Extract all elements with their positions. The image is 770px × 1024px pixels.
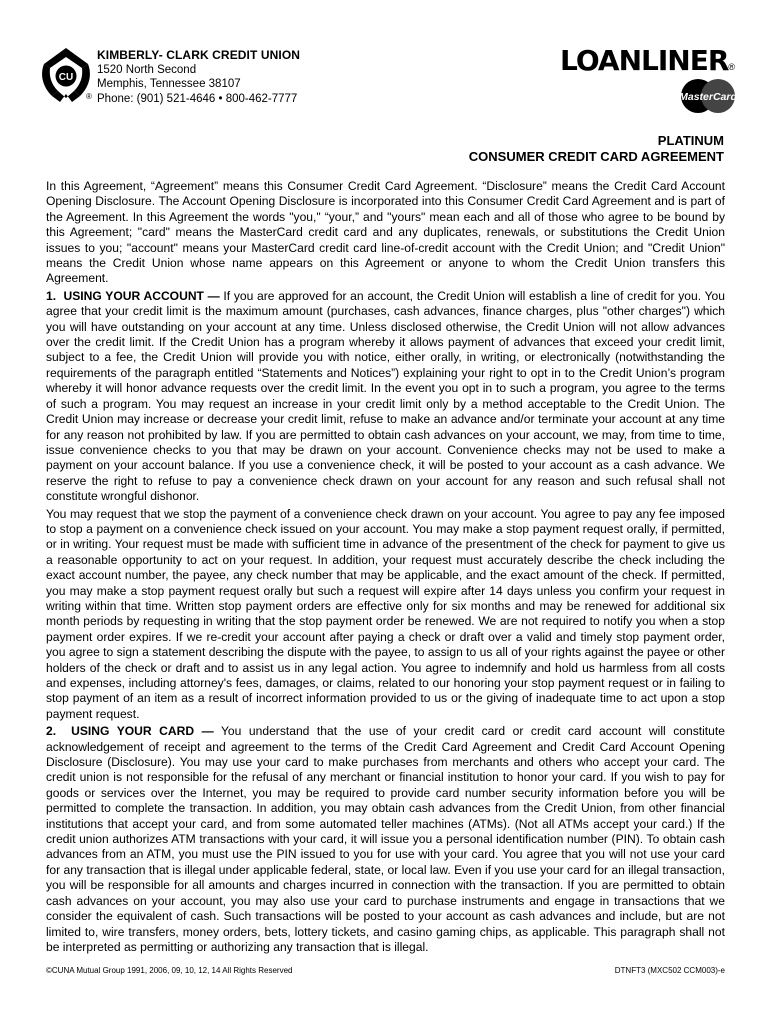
copyright-notice: ©CUNA Mutual Group 1991, 2006, 09, 10, 12, 14 All Rights Reserved (46, 966, 293, 975)
agreement-title (469, 133, 724, 165)
title-line-2: CONSUMER CREDIT CARD AGREEMENT (468, 149, 724, 164)
address-line-2: Memphis, Tennessee 38107 (97, 78, 241, 90)
address-line-1: 1520 North Second (97, 63, 197, 76)
section-2-paragraph (46, 724, 725, 955)
loanliner-wordmark: LOANLINER (560, 44, 729, 77)
phone-line: Phone: (901) 521-4646 • 800-462-7777 (97, 92, 298, 105)
section-1-paragraph (46, 289, 725, 505)
title-line-1: PLATINUM (657, 133, 724, 148)
section-1-stop-payment-paragraph: You may request that we stop the payment of a convenience check drawn on your account. You agree to pay any fee imposed to stop a payment on a convenience check issued on your account. You may make a stop payment request orally, if permitted, or in writing. Your request must be made with sufficient time in advance of the presentment of the check for payment to give us a reasonable opportunity to act on your request. In addition, your request must accurately describe the check including the exact account number, the payee, any check number that may be applicable, and the exact amount of the check. If permitted, you may make a stop payment request orally but such a request will expire after 14 days unless you confirm your request in writing within that time. Written stop payment orders are effective only for six months and may be renewed for additional six month periods by requesting in writing that the stop payment order be renewed. We are not required to notify you when a stop payment order expires. If we re-credit your account after paying a check or draft over a valid and timely stop payment order, you agree to sign a statement describing the dispute with the payee, to assign to us all of your rights against the payee or other holders of the check or draft and to assist us in any legal action. You agree to indemnify and hold us harmless from all costs and expenses, including attorney's fees, damages, or claims, related to our honoring your stop payment request or in failing to stop payment of an item as a result of incorrect information provided to us or the giving of inadequate time to act upon a stop payment request. (46, 506, 726, 721)
intro-paragraph: In this Agreement, “Agreement” means this Consumer Credit Card Agreement. “Disclosure” means the Credit Card Account Opening Disclosure. The Account Opening Disclosure is incorporated into this Consumer Credit Card Agreement and is part of the Agreement. In this Agreement the words "you," “your,” and "yours" mean each and all of those who agree to be bound by this Agreement; "card" means the MasterCard credit card and any duplicates, renewals, or substitutions the Credit Union issues to you; "account" means your MasterCard credit card line-of-credit account with the Credit Union; and "Credit Union" means the Credit Union whose name appears on this Agreement or anyone to whom the Credit Union transfers this Agreement. (46, 179, 725, 286)
section-2-number: 2. (46, 724, 57, 739)
section-1-number: 1. (46, 288, 57, 303)
mastercard-label: MasterCard (679, 91, 737, 103)
section-1-text: If you are approved for an account, the Credit Union will establish a line of credit for you. You agree that your credit limit is the maximum amount (purchases, cash advances, finance charges, plus "other charges") which you will have outstanding on your account at any time. Unless disclosed otherwise, the Credit Union will not allow advances over the credit limit. If the Credit Union has a program whereby it allows payment of advances that exceed your credit limit, subject to a fee, the Credit Union will provide you with notice, either orally, in writing, or electronically (notwithstanding the requirements of the paragraph entitled “Statements and Notices”) explaining your right to opt in to the Credit Union’s program whereby it will honor advance requests over the credit limit. In the event you opt in to such a program, you agree to the terms of such a program. You may request an increase in your credit limit only by a method acceptable to the Credit Union. The Credit Union may increase or decrease your credit limit, refuse to make an advance and/or terminate your account at any time for any reason not prohibited by law. If you are permitted to obtain cash advances on your account, we may, from time to time, issue convenience checks to you that may be drawn on your account. Convenience checks may not be used to make a payment on your account balance. If you use a convenience check, it will be posted to your account as a cash advance. We reserve the right to refuse to pay a convenience check drawn on your account for any reason and such refusal shall not constitute wrongful dishonor. (46, 288, 725, 504)
section-1-title: USING YOUR ACCOUNT — (63, 288, 220, 303)
registered-mark: ® (86, 92, 92, 101)
section-2-title: USING YOUR CARD — (71, 724, 214, 739)
loanliner-registered: ® (728, 62, 736, 72)
credit-union-address-block (97, 48, 300, 106)
mastercard-logo (678, 78, 738, 114)
logo-monogram: CU (58, 72, 74, 83)
letterhead (38, 44, 738, 116)
section-2-text: You understand that the use of your credit card or credit card account will constitute acknowledgement of receipt and agreement to the terms of the Credit Card Agreement and Credit Card Account Opening Disclosure (Disclosure). You may use your card to make purchases from merchants and others who accept your card. The credit union is not responsible for the refusal of any merchant or financial institution to honor your card. If you wish to pay for goods or services over the Internet, you may be required to provide card number security information before you will be permitted to complete the transaction. In addition, you may obtain cash advances from the Credit Union, from other financial institutions that accept your card, and from some automated teller machines (ATMs). (Not all ATMs accept your card.) If the credit union authorizes ATM transactions with your card, it will issue you a personal identification number (PIN). To obtain cash advances from an ATM, you must use the PIN issued to you for use with your card. You agree that you will not use your card for any transaction that is illegal under applicable federal, state, or local law. Even if you use your card for an illegal transaction, you will be responsible for all amounts and charges incurred in connection with the transaction. If you are permitted to obtain cash advances on your account, you may also use your card to purchase instruments and engage in transactions that we consider the equivalent of cash. Such transactions will be posted to your account as cash advances and include, but are not limited to, wire transfers, money orders, bets, lottery tickets, and casino gaming chips, as applicable. This paragraph shall not be interpreted as permitting or authorizing any transaction that is illegal. (46, 724, 725, 954)
credit-union-name: KIMBERLY- CLARK CREDIT UNION (97, 48, 301, 62)
agreement-body (46, 179, 725, 957)
form-code: DTNFT3 (MXC502 CCM003)-e (614, 966, 725, 975)
loanliner-brand (560, 44, 736, 77)
mastercard-icon (678, 78, 738, 114)
